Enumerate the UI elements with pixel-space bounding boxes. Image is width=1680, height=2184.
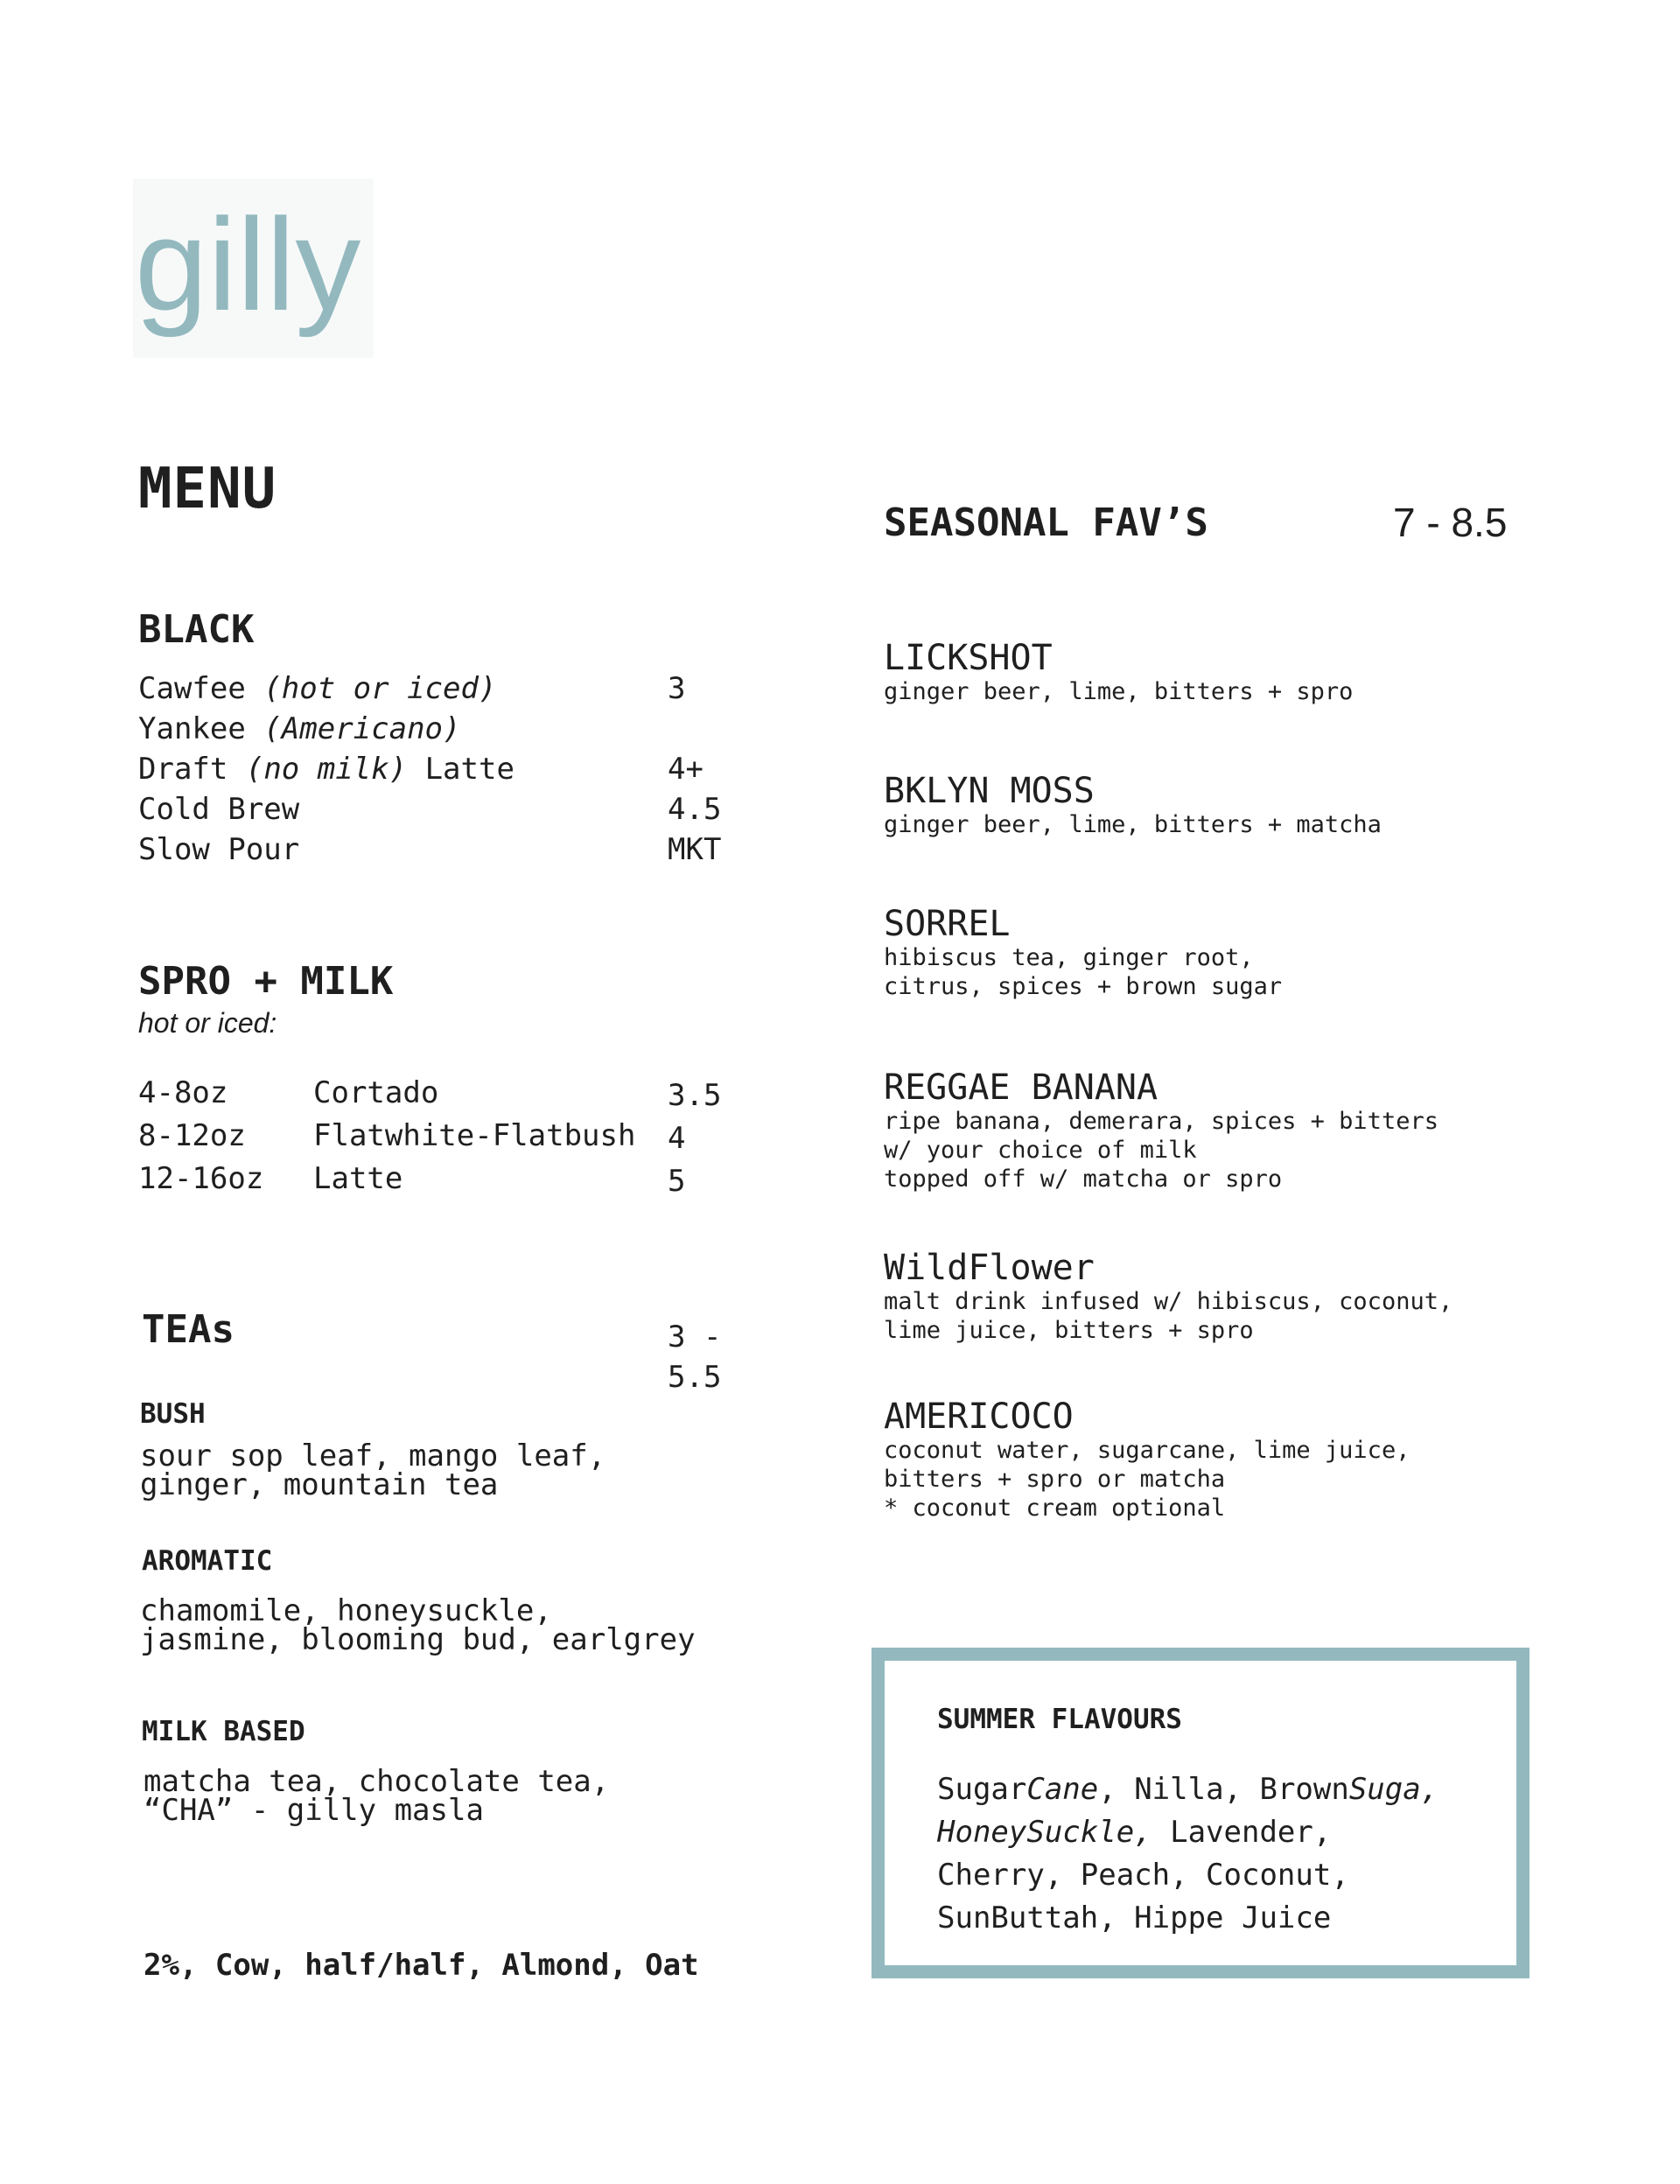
tea-group-title-aromatic: AROMATIC — [142, 1545, 273, 1577]
tea-group-body-aromatic — [140, 1593, 696, 1657]
seasonal-item-desc: topped off w/ matcha or spro — [884, 1166, 1283, 1193]
tea-line: sour sop leaf, mango leaf, — [140, 1438, 606, 1474]
gilly-logo-mark — [133, 178, 374, 358]
tea-line: ginger, mountain tea — [140, 1467, 499, 1502]
seasonal-item-desc: malt drink infused w/ hibiscus, coconut, — [884, 1288, 1453, 1315]
menu-title: MENU — [138, 457, 277, 522]
summer-flavours-list — [937, 1768, 1438, 1940]
spro-milk-heading: SPRO + MILK — [138, 959, 394, 1004]
price-slow-pour: MKT — [668, 832, 722, 867]
flavour-text: Lavender, — [1152, 1815, 1332, 1850]
summer-line — [937, 1768, 1438, 1811]
tea-line: matcha tea, chocolate tea, — [144, 1764, 610, 1799]
item-name-post: Latte — [424, 752, 514, 787]
seasonal-item-americoco — [884, 1397, 1410, 1522]
summer-flavours-title: SUMMER FLAVOURS — [937, 1704, 1182, 1735]
seasonal-item-desc: ginger beer, lime, bitters + spro — [884, 678, 1354, 705]
spro-price: 4 — [668, 1121, 686, 1156]
tea-line: jasmine, blooming bud, earlgrey — [140, 1622, 696, 1657]
seasonal-item-bklyn-moss — [884, 772, 1382, 839]
item-name: Cawfee — [138, 671, 246, 706]
seasonal-item-desc: hibiscus tea, ginger root, — [884, 944, 1254, 971]
item-note: (hot or iced) — [263, 671, 497, 706]
seasonal-item-name: SORREL — [884, 904, 1011, 944]
flavour-text: Sugar — [937, 1772, 1027, 1807]
seasonal-item-name: LICKSHOT — [884, 638, 1053, 678]
seasonal-price: 7 - 8.5 — [1393, 500, 1508, 545]
item-note: (no milk) — [245, 752, 408, 787]
seasonal-heading: SEASONAL FAV’S — [884, 500, 1208, 545]
seasonal-item-desc: ginger beer, lime, bitters + matcha — [884, 811, 1382, 838]
spro-drink: Latte — [313, 1161, 403, 1196]
spro-milk-subheading: hot or iced: — [138, 1007, 277, 1039]
item-name: Yankee — [138, 711, 246, 746]
menu-item-cold-brew: Cold Brew — [138, 792, 300, 827]
menu-item-slow-pour: Slow Pour — [138, 832, 300, 867]
milk-options: 2%, Cow, half/half, Almond, Oat — [144, 1948, 699, 1983]
tea-group-body-milk-based — [144, 1764, 610, 1828]
tea-line: chamomile, honeysuckle, — [140, 1593, 552, 1628]
seasonal-item-name: BKLYN MOSS — [884, 771, 1095, 811]
price-cold-brew: 4.5 — [668, 792, 722, 827]
seasonal-item-desc: w/ your choice of milk — [884, 1137, 1197, 1164]
menu-item-yankee — [138, 709, 460, 749]
item-note: (Americano) — [263, 711, 461, 746]
summer-line: SunButtah, Hippe Juice — [937, 1900, 1332, 1936]
item-name: Draft — [138, 752, 228, 787]
teas-heading: TEAs — [142, 1307, 234, 1352]
summer-flavours-box — [872, 1648, 1530, 1978]
menu-item-draft-latte — [138, 749, 514, 789]
summer-line: Cherry, Peach, Coconut, — [937, 1858, 1349, 1893]
spro-size: 8-12oz — [138, 1118, 246, 1153]
black-heading: BLACK — [138, 607, 255, 652]
teas-price-line2: 5.5 — [668, 1360, 722, 1395]
flavour-text: Cane — [1026, 1772, 1099, 1807]
seasonal-item-desc: bitters + spro or matcha — [884, 1466, 1226, 1493]
seasonal-item-desc: citrus, spices + brown sugar — [884, 973, 1283, 1000]
seasonal-item-name: WildFlower — [884, 1248, 1095, 1288]
seasonal-item-desc: ripe banana, demerara, spices + bitters — [884, 1108, 1438, 1135]
teas-price-line1: 3 - — [668, 1320, 722, 1354]
tea-group-title-bush: BUSH — [140, 1398, 206, 1430]
spro-size: 4-8oz — [138, 1075, 228, 1110]
seasonal-item-reggae-banana — [884, 1068, 1438, 1194]
tea-group-title-milk-based: MILK BASED — [142, 1716, 305, 1747]
spro-price: 3.5 — [668, 1078, 722, 1113]
tea-group-body-bush — [140, 1438, 606, 1502]
seasonal-item-sorrel — [884, 905, 1282, 1001]
seasonal-item-desc: lime juice, bitters + spro — [884, 1317, 1254, 1344]
price-draft-latte: 4+ — [668, 752, 704, 787]
tea-line: “CHA” - gilly masla — [144, 1793, 484, 1828]
price-cawfee: 3 — [668, 671, 686, 706]
spro-price: 5 — [668, 1164, 686, 1199]
summer-line — [937, 1811, 1438, 1854]
flavour-text: HoneySuckle, — [937, 1815, 1152, 1850]
logo-text: gilly — [135, 191, 361, 338]
spro-drink: Flatwhite-Flatbush — [313, 1118, 636, 1153]
seasonal-item-desc: coconut water, sugarcane, lime juice, — [884, 1437, 1410, 1464]
spro-size: 12-16oz — [138, 1161, 264, 1196]
seasonal-item-wildflower — [884, 1249, 1452, 1345]
seasonal-item-name: REGGAE BANANA — [884, 1068, 1158, 1108]
seasonal-item-name: AMERICOCO — [884, 1396, 1074, 1437]
flavour-text: , Nilla, Brown — [1098, 1772, 1349, 1807]
seasonal-item-lickshot — [884, 639, 1353, 706]
seasonal-item-desc: * coconut cream optional — [884, 1494, 1226, 1522]
gilly-logo — [133, 178, 374, 358]
flavour-text: Suga, — [1348, 1772, 1439, 1807]
menu-item-cawfee — [138, 668, 496, 709]
spro-drink: Cortado — [313, 1075, 439, 1110]
